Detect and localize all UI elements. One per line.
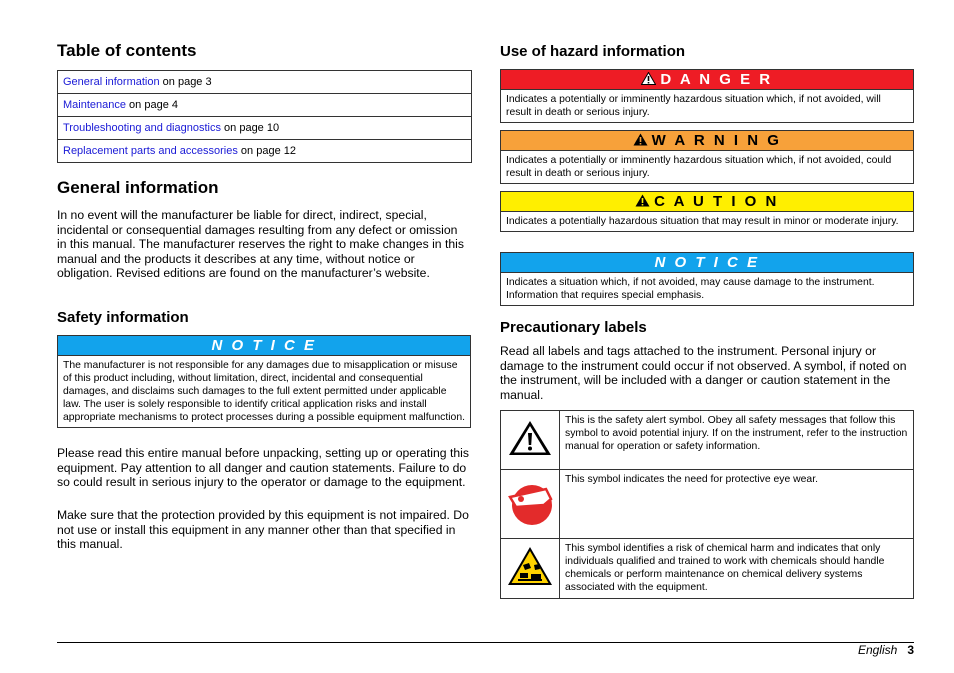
danger-body: Indicates a potentially or imminently hazardous situation which, if not avoided, will result in death or serious injury. — [506, 94, 881, 118]
label-row — [501, 411, 914, 470]
label-row — [501, 470, 914, 539]
page-footer — [858, 643, 914, 657]
toc-page-ref: on page 10 — [220, 122, 280, 134]
notice-header: N O T I C E — [58, 336, 470, 356]
notice-box — [500, 252, 914, 306]
toc-row — [58, 71, 472, 94]
footer-language: English — [857, 643, 898, 657]
warning-triangle-icon — [635, 194, 650, 207]
toc-page-ref: on page 12 — [237, 145, 296, 157]
warning-label: W A R N I N G — [651, 132, 782, 149]
toc-row — [58, 140, 472, 163]
danger-label: D A N G E R — [660, 71, 773, 88]
toc-title: Table of contents — [57, 41, 197, 60]
warning-box — [500, 130, 914, 184]
labels-table — [500, 410, 914, 599]
label-row — [501, 539, 914, 599]
warning-body: Indicates a potentially or imminently hazardous situation which, if not avoided, could result in death or serious injury. — [506, 155, 892, 179]
label-description: This symbol identifies a risk of chemical harm and indicates that only individuals qualified and trained to work with chemicals should handle chemicals or perform maintenance on chemical delivery systems associated with the equipment. — [560, 539, 914, 599]
warning-header — [501, 131, 913, 151]
toc-row — [58, 94, 472, 117]
safety-notice-box — [57, 335, 471, 428]
caution-label: C A U T I O N — [654, 193, 779, 210]
precautionary-paragraph: Read all labels and tags attached to the instrument. Personal injury or damage to the instrument could occur if not observed. A symbol, if noted on the instrument, will be included with a danger or caution statement in the manual. — [500, 344, 907, 402]
chemical-hazard-icon — [507, 546, 553, 586]
toc-link-general[interactable]: General information — [63, 76, 160, 88]
safety-paragraph-1: Please read this entire manual before unpacking, setting up or operating this equipment. Pay attention to all danger and caution statements. Failure to do so could result in serious injury to the operator or damage to the equipment. — [57, 446, 469, 490]
caution-box — [500, 191, 914, 232]
toc-table — [57, 70, 472, 163]
general-information-title: General information — [57, 178, 219, 197]
warning-triangle-icon — [633, 133, 648, 146]
safety-paragraph-2: Make sure that the protection provided by this equipment is not impaired. Do not use or install this equipment in any manner other than that specified in this manual. — [57, 508, 469, 552]
hazard-information-title: Use of hazard information — [500, 43, 686, 60]
general-information-paragraph: In no event will the manufacturer be liable for direct, indirect, special, incidental or consequential damages resulting from any defect or omission in this manual. The manufacturer reserves the right to make changes in this manual and the products it describes at any time, without notice or obligation. Revised editions are found on the manufacturer’s website. — [57, 208, 464, 281]
footer-page-number: 3 — [907, 643, 914, 657]
toc-page-ref: on page 4 — [126, 99, 178, 111]
caution-body: Indicates a potentially hazardous situation that may result in minor or moderate injury. — [506, 216, 899, 227]
safety-information-title: Safety information — [57, 309, 189, 326]
warning-triangle-icon — [641, 72, 656, 85]
footer-divider — [57, 642, 914, 643]
label-description: This symbol indicates the need for protective eye wear. — [560, 470, 914, 539]
danger-header — [501, 70, 913, 90]
precautionary-labels-title: Precautionary labels — [500, 319, 647, 336]
eye-protection-icon — [506, 475, 554, 529]
toc-link-maintenance[interactable]: Maintenance — [63, 99, 126, 111]
toc-link-troubleshooting[interactable]: Troubleshooting and diagnostics — [63, 122, 221, 134]
toc-page-ref: on page 3 — [159, 76, 212, 88]
danger-box — [500, 69, 914, 123]
notice-body: Indicates a situation which, if not avoided, may cause damage to the instrument. Information that requires special emphasis. — [506, 277, 875, 301]
toc-link-replacement-parts[interactable]: Replacement parts and accessories — [63, 145, 238, 157]
notice-header: N O T I C E — [501, 253, 913, 273]
caution-header — [501, 192, 913, 212]
notice-body: The manufacturer is not responsible for any damages due to misapplication or misuse of this product including, without limitation, direct, incidental and consequential damages, and disclaims such damages to the full extent permitted under applicable law. The user is solely responsible to identify critical application risks and install appropriate mechanisms to protect processes during a possible equipment malfunction. — [63, 360, 465, 423]
toc-row — [58, 117, 472, 140]
label-description: This is the safety alert symbol. Obey all safety messages that follow this symbol to avoid potential injury. If on the instrument, refer to the instruction manual for operation or safety information. — [560, 411, 914, 470]
safety-alert-icon — [508, 420, 552, 456]
